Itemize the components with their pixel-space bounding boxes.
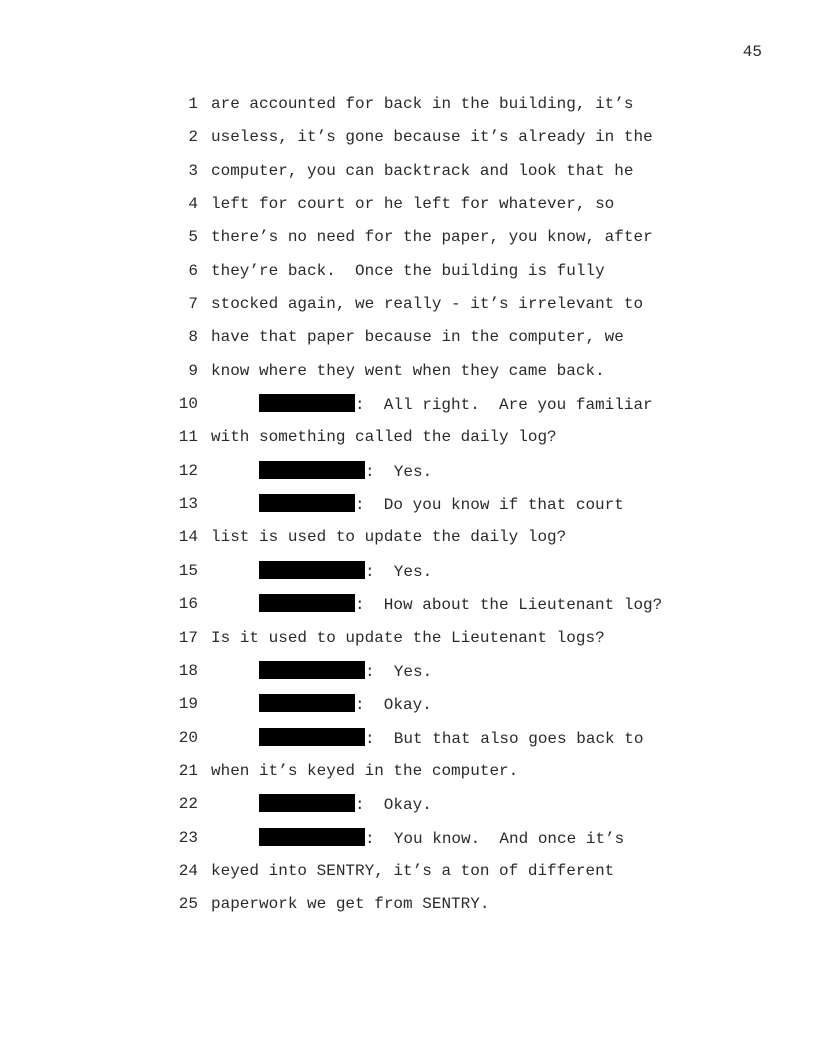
speaker-text: [259, 461, 432, 482]
redacted-speaker-name: [259, 694, 355, 712]
transcript-line: [0, 261, 816, 294]
line-number: 19: [178, 695, 198, 714]
redacted-speaker-name: [259, 828, 365, 846]
line-text: : But that also goes back to: [365, 729, 644, 748]
line-text: are accounted for back in the building, it’s: [211, 95, 634, 113]
line-number: 14: [178, 528, 198, 547]
speaker-line: [0, 828, 816, 861]
transcript-line: [0, 161, 816, 194]
line-text: : Okay.: [355, 796, 432, 815]
line-number: 4: [188, 195, 198, 214]
line-number: 9: [188, 361, 198, 380]
speaker-text: [259, 728, 643, 749]
line-number: 8: [188, 328, 198, 347]
redacted-speaker-name: [259, 461, 365, 479]
line-number: 16: [178, 595, 198, 614]
line-text: with something called the daily log?: [211, 428, 557, 447]
speaker-line: [0, 794, 816, 827]
line-text: they’re back. Once the building is fully: [211, 261, 605, 280]
speaker-line: [0, 661, 816, 694]
redacted-speaker-name: [259, 794, 355, 812]
line-text: stocked again, we really - it’s irrelevant to: [211, 295, 644, 314]
line-number: 17: [178, 628, 198, 647]
line-number: 13: [178, 495, 198, 514]
line-text: know where they went when they came back.: [211, 361, 605, 380]
line-text: useless, it’s gone because it’s already in the: [211, 128, 653, 147]
speaker-line: [0, 728, 816, 761]
transcript-line: [0, 94, 816, 127]
line-text: keyed into SENTRY, it’s a ton of different: [211, 861, 615, 880]
transcript-line: [0, 427, 816, 460]
speaker-line: [0, 694, 816, 727]
line-number: 5: [188, 228, 198, 247]
line-text: : Yes.: [365, 662, 433, 681]
line-text: : You know. And once it’s: [365, 829, 625, 848]
line-text: left for court or he left for whatever, so: [211, 195, 615, 214]
line-number: 12: [178, 461, 198, 480]
line-number: 25: [178, 895, 198, 914]
line-text: when it’s keyed in the computer.: [211, 761, 519, 780]
transcript-line: [0, 527, 816, 560]
transcript-line: [0, 861, 816, 894]
speaker-text: [259, 694, 432, 715]
speaker-text: [259, 394, 653, 415]
line-text: computer, you can backtrack and look that he: [211, 161, 634, 180]
speaker-text: [259, 794, 432, 815]
page-number: 45: [742, 43, 762, 61]
speaker-text: [259, 494, 624, 515]
line-number: 24: [178, 861, 198, 880]
line-number: 6: [188, 261, 198, 280]
line-number: 11: [178, 428, 198, 447]
transcript-line: [0, 294, 816, 327]
speaker-line: [0, 561, 816, 594]
line-text: : Yes.: [365, 462, 433, 481]
line-number: 15: [178, 561, 198, 580]
line-text: : All right. Are you familiar: [355, 396, 653, 415]
line-number: 23: [178, 828, 198, 847]
redacted-speaker-name: [259, 561, 365, 579]
speaker-text: [259, 661, 432, 682]
line-number: 1: [188, 95, 198, 113]
redacted-speaker-name: [259, 394, 355, 412]
transcript-line: [0, 761, 816, 794]
line-text: : Okay.: [355, 696, 432, 715]
line-number: 3: [188, 161, 198, 180]
transcript-line: [0, 894, 816, 927]
speaker-line: [0, 394, 816, 427]
line-text: : Yes.: [365, 562, 433, 581]
transcript-line: [0, 194, 816, 227]
line-text: list is used to update the daily log?: [211, 528, 567, 547]
line-text: : Do you know if that court: [355, 496, 624, 515]
line-text: Is it used to update the Lieutenant logs?: [211, 628, 605, 647]
transcript-line: [0, 361, 816, 394]
line-number: 2: [188, 128, 198, 147]
transcript-line: [0, 327, 816, 360]
speaker-line: [0, 494, 816, 527]
line-number: 21: [178, 761, 198, 780]
line-text: have that paper because in the computer, we: [211, 328, 624, 347]
line-number: 7: [188, 295, 198, 314]
speaker-text: [259, 594, 662, 615]
transcript-line: [0, 628, 816, 661]
redacted-speaker-name: [259, 728, 365, 746]
speaker-line: [0, 461, 816, 494]
line-number: 20: [178, 728, 198, 747]
speaker-line: [0, 594, 816, 627]
line-number: 10: [178, 395, 198, 414]
transcript-body: [0, 94, 816, 928]
transcript-line: [0, 127, 816, 160]
transcript-line: [0, 227, 816, 260]
redacted-speaker-name: [259, 494, 355, 512]
line-text: there’s no need for the paper, you know, after: [211, 228, 653, 247]
line-number: 18: [178, 661, 198, 680]
speaker-text: [259, 561, 432, 582]
line-number: 22: [178, 795, 198, 814]
redacted-speaker-name: [259, 661, 365, 679]
redacted-speaker-name: [259, 594, 355, 612]
line-text: paperwork we get from SENTRY.: [211, 895, 490, 914]
line-text: : How about the Lieutenant log?: [355, 596, 663, 615]
speaker-text: [259, 828, 624, 849]
